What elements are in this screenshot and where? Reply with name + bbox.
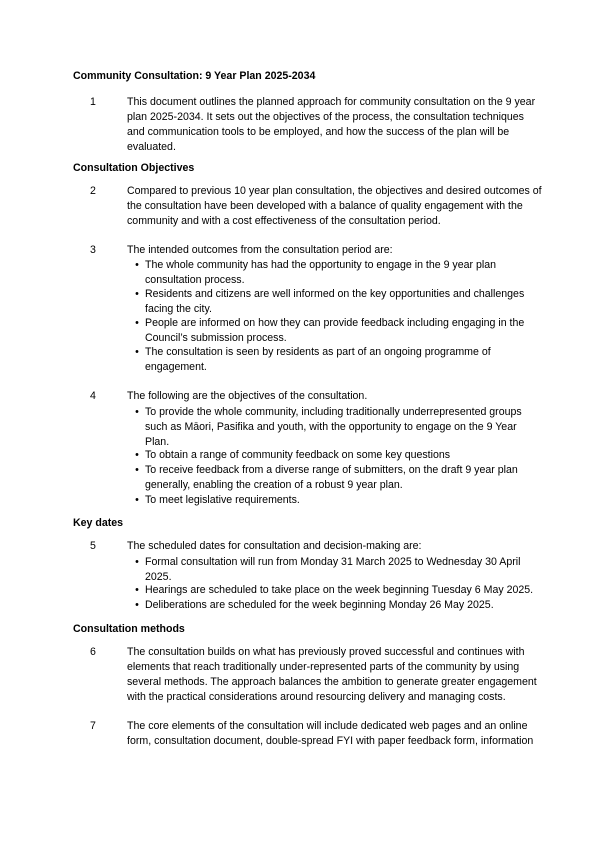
bullet-line: generally, enabling the creation of a robust 9 year plan.: [145, 479, 403, 491]
paragraph-line: This document outlines the planned approach for community consultation on the 9 year: [127, 96, 536, 108]
paragraph-line: evaluated.: [127, 141, 176, 153]
bullet-item: [145, 583, 534, 598]
paragraph-line: with the practical considerations around resourcing delivery and managing costs.: [127, 691, 506, 703]
heading-consultation-methods: Consultation methods: [73, 623, 185, 635]
bullet-line: facing the city.: [145, 303, 212, 315]
paragraph-5: [127, 539, 527, 554]
paragraph-3: [127, 243, 527, 258]
bullet-line: Plan.: [145, 436, 170, 448]
bullet-item: [145, 555, 525, 585]
paragraph-number-7: 7: [90, 720, 96, 732]
paragraph-line: the consultation have been developed with a balance of quality engagement with the: [127, 200, 523, 212]
paragraph-number-2: 2: [90, 185, 96, 197]
bullet-item: [145, 316, 525, 346]
bullet-glyph: •: [135, 599, 139, 611]
bullet-line: Hearings are scheduled to take place on the week beginning Tuesday 6 May 2025.: [145, 584, 534, 596]
bullet-glyph: •: [135, 494, 139, 506]
bullet-item: [145, 345, 525, 375]
bullet-line: Formal consultation will run from Monday 31 March 2025 to Wednesday 30 April: [145, 556, 521, 568]
paragraph-2: [127, 184, 542, 229]
paragraph-line: form, consultation document, double-spread FYI with paper feedback form, information: [127, 735, 534, 747]
bullet-item: [145, 258, 525, 288]
paragraph-line: elements that reach traditionally under-represented parts of the community by using: [127, 661, 520, 673]
document-title: Community Consultation: 9 Year Plan 2025-2034: [73, 70, 316, 82]
bullet-item: [145, 493, 525, 508]
paragraph-line: and communication tools to be employed, and how the success of the plan will be: [127, 126, 510, 138]
paragraph-6: [127, 645, 537, 705]
bullet-glyph: •: [135, 288, 139, 300]
bullet-glyph: •: [135, 346, 139, 358]
paragraph-line: several methods. The approach balances the ambition to generate greater engagement: [127, 676, 537, 688]
heading-key-dates: Key dates: [73, 517, 124, 529]
bullet-glyph: •: [135, 584, 139, 596]
bullet-item: [145, 405, 525, 450]
bullet-line: To receive feedback from a diverse range of submitters, on the draft 9 year plan: [145, 464, 518, 476]
heading-consultation-objectives: Consultation Objectives: [73, 162, 195, 174]
bullet-glyph: •: [135, 259, 139, 271]
paragraph-4: [127, 389, 527, 404]
bullet-line: Council’s submission process.: [145, 332, 287, 344]
paragraph-number-3: 3: [90, 244, 96, 256]
paragraph-number-6: 6: [90, 646, 96, 658]
bullet-line: Deliberations are scheduled for the week beginning Monday 26 May 2025.: [145, 599, 494, 611]
paragraph-line: The following are the objectives of the consultation.: [127, 390, 368, 402]
bullet-line: The whole community has had the opportunity to engage in the 9 year plan: [145, 259, 496, 271]
bullet-item: [145, 463, 525, 493]
paragraph-line: community and with a cost effectiveness of the consultation period.: [127, 215, 441, 227]
bullet-line: To obtain a range of community feedback on some key questions: [145, 449, 451, 461]
bullet-item: [145, 287, 525, 317]
bullet-line: The consultation is seen by residents as part of an ongoing programme of: [145, 346, 491, 358]
bullet-line: Residents and citizens are well informed on the key opportunities and challenges: [145, 288, 525, 300]
paragraph-7: [127, 719, 534, 749]
paragraph-number-1: 1: [90, 96, 96, 108]
paragraph-line: The intended outcomes from the consultation period are:: [127, 244, 393, 256]
bullet-line: People are informed on how they can provide feedback including engaging in the: [145, 317, 525, 329]
paragraph-line: The consultation builds on what has previously proved successful and continues with: [127, 646, 525, 658]
paragraph-line: The core elements of the consultation will include dedicated web pages and an online: [127, 720, 528, 732]
paragraph-line: The scheduled dates for consultation and decision-making are:: [127, 540, 422, 552]
bullet-item: [145, 448, 525, 463]
bullet-glyph: •: [135, 464, 139, 476]
bullet-line: engagement.: [145, 361, 207, 373]
bullet-line: To meet legislative requirements.: [145, 494, 300, 506]
bullet-glyph: •: [135, 406, 139, 418]
bullet-line: To provide the whole community, including traditionally underrepresented groups: [145, 406, 522, 418]
paragraph-1: [127, 95, 536, 155]
paragraph-line: Compared to previous 10 year plan consultation, the objectives and desired outcomes of: [127, 185, 542, 197]
paragraph-number-4: 4: [90, 390, 96, 402]
paragraph-line: plan 2025-2034. It sets out the objectives of the process, the consultation techniques: [127, 111, 524, 123]
bullet-glyph: •: [135, 317, 139, 329]
bullet-line: such as Māori, Pasifika and youth, with the opportunity to engage on the 9 Year: [145, 421, 517, 433]
bullet-glyph: •: [135, 449, 139, 461]
bullet-glyph: •: [135, 556, 139, 568]
bullet-line: consultation process.: [145, 274, 245, 286]
bullet-item: [145, 598, 525, 613]
bullet-line: 2025.: [145, 571, 172, 583]
paragraph-number-5: 5: [90, 540, 96, 552]
